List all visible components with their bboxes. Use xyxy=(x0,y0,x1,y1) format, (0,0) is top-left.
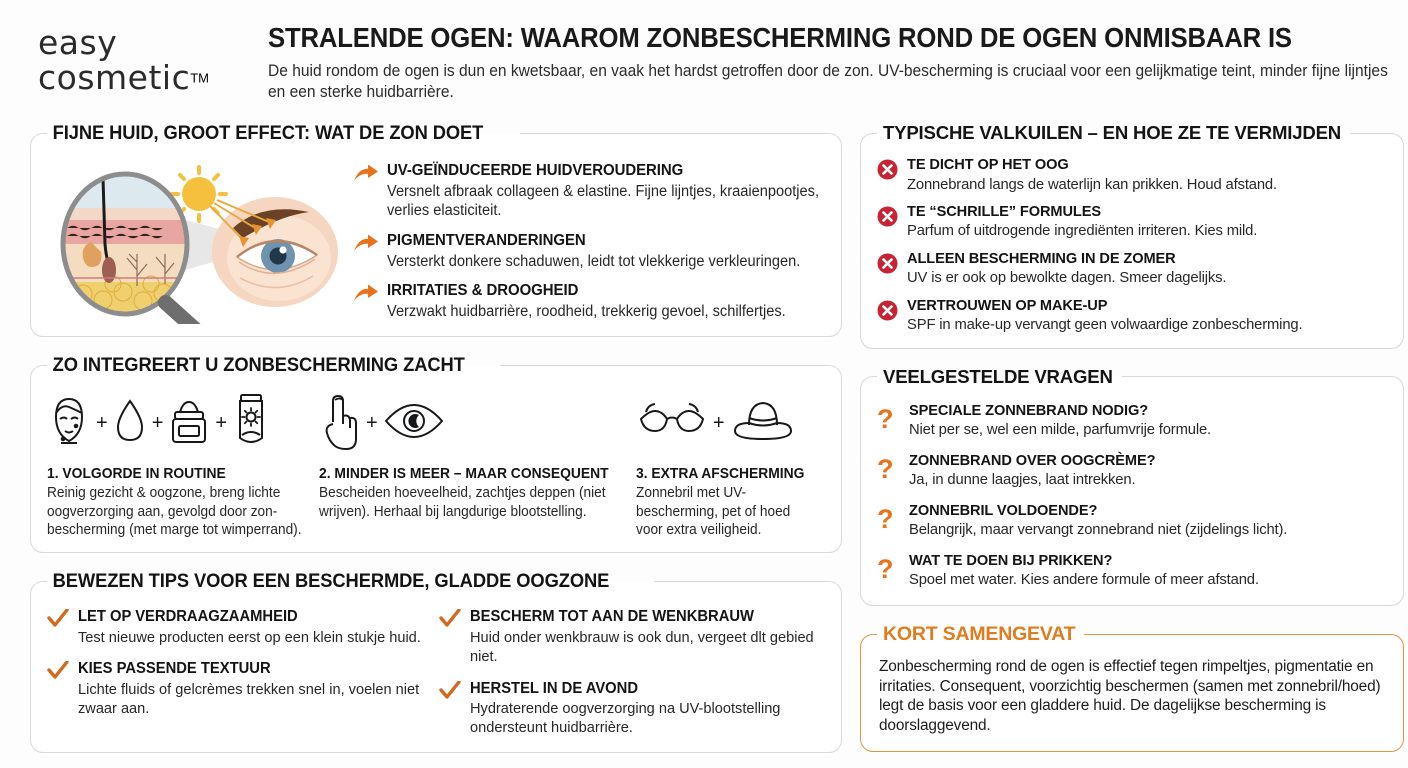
plus-symbol: + xyxy=(96,411,108,434)
error-circle-icon xyxy=(877,251,907,288)
list-item-title: TE “SCHRILLE” FORMULES xyxy=(907,203,1102,220)
face-icon xyxy=(47,395,91,452)
list-item-title: ZONNEBRIL VOLDOENDE? xyxy=(909,502,1098,519)
list-item xyxy=(877,503,1387,540)
tips-column-left xyxy=(47,608,433,740)
card-summary-title: KORT SAMENGEVAT xyxy=(883,622,1076,645)
plus-symbol: + xyxy=(215,411,228,434)
orange-arrow-icon xyxy=(353,282,387,321)
content-columns xyxy=(0,122,1408,768)
list-item-title: HERSTEL IN DE AVOND xyxy=(470,679,639,697)
list-item-desc: Test nieuwe producten eerst op een klein stukje huid. xyxy=(78,628,421,646)
routine-step-1 xyxy=(47,392,319,540)
svg-text:?: ? xyxy=(877,504,894,534)
question-mark-icon xyxy=(877,503,909,540)
list-item-desc: Zonnebrand langs de waterlijn kan prikken. Houd afstand. xyxy=(907,176,1277,193)
list-item xyxy=(877,403,1387,440)
plus-symbol: + xyxy=(151,411,164,434)
card-faq-title: VEELGESTELDE VRAGEN xyxy=(883,365,1113,387)
list-item xyxy=(439,608,825,666)
error-circle-icon xyxy=(877,157,907,194)
list-item xyxy=(353,162,825,221)
list-item-desc: Parfum of uitdrogende ingrediënten irriteren. Kies mild. xyxy=(907,223,1258,240)
list-item-title: LET OP VERDRAAGZAAMHEID xyxy=(78,608,298,626)
question-mark-icon xyxy=(877,553,909,590)
card-routine xyxy=(30,354,842,553)
card-pitfalls-title: TYPISCHE VALKUILEN – EN HOE ZE TE VERMIJDEN xyxy=(883,122,1342,143)
header-text-block xyxy=(258,22,1408,104)
tapping-finger-icon xyxy=(319,392,361,455)
list-item-desc: Ja, in dunne laagjes, laat intrekken. xyxy=(909,472,1136,489)
list-item xyxy=(47,608,433,647)
card-tips-title: BEWEZEN TIPS VOOR EEN BESCHERMDE, GLADDE OOGZONE xyxy=(52,570,610,593)
sunglasses-icon xyxy=(636,400,708,447)
question-mark-icon xyxy=(877,403,909,440)
routine-step-2-title: 2. MINDER IS MEER – MAAR CONSEQUENT xyxy=(319,466,609,482)
list-item-desc: Hydraterende oogverzorging na UV-blootstelling ondersteunt huidbarrière. xyxy=(470,700,781,737)
list-item xyxy=(877,298,1387,335)
list-item-title: SPECIALE ZONNEBRAND NODIG? xyxy=(909,402,1149,419)
check-icon xyxy=(439,680,470,738)
eye-icon xyxy=(383,401,445,446)
routine-step-3-title: 3. EXTRA AFSCHERMING xyxy=(635,466,805,482)
tips-column-right xyxy=(439,608,825,740)
right-column xyxy=(860,122,1404,768)
list-item xyxy=(47,660,433,718)
list-item-desc: SPF in make-up vervangt geen volwaardige zonbescherming. xyxy=(907,317,1303,334)
brand-logo-line2: cosmetic xyxy=(38,57,191,97)
list-item-desc: UV is er ook op bewolkte dagen. Smeer dagelijks. xyxy=(907,270,1227,287)
effects-list xyxy=(347,158,825,321)
check-icon xyxy=(439,608,470,666)
list-item-desc: Verzwakt huidbarrière, roodheid, trekkerig gevoel, schilfertjes. xyxy=(387,302,786,320)
plus-symbol: + xyxy=(366,411,378,434)
hat-icon xyxy=(730,398,796,449)
check-icon xyxy=(47,660,78,718)
plus-symbol: + xyxy=(712,411,725,434)
water-drop-icon xyxy=(113,397,147,450)
routine-step-2-desc: Bescheiden hoeveelheid, zachtjes deppen (niet wrijven). Herhaal bij langdurige blootstelling. xyxy=(319,485,606,520)
list-item-desc: Spoel met water. Kies andere formule of meer afstand. xyxy=(909,572,1259,589)
list-item-title: UV-GEÏNDUCEERDE HUIDVEROUDERING xyxy=(387,162,684,179)
list-item xyxy=(877,453,1387,490)
list-item-desc: Versterkt donkere schaduwen, leidt tot vlekkerige verkleuringen. xyxy=(387,252,801,270)
brand-trademark: TM xyxy=(190,70,210,86)
card-pitfalls xyxy=(860,122,1404,349)
list-item-desc: Belangrijk, maar vervangt zonnebrand niet (zijdelings licht). xyxy=(909,522,1288,539)
check-icon xyxy=(47,608,78,647)
left-column xyxy=(30,122,842,768)
list-item xyxy=(877,157,1387,194)
svg-text:?: ? xyxy=(877,554,894,584)
list-item xyxy=(353,282,825,321)
card-effects xyxy=(30,122,842,337)
question-mark-icon xyxy=(877,453,909,490)
list-item xyxy=(877,251,1387,288)
summary-text: Zonbescherming rond de ogen is effectief tegen rimpeltjes, pigmentatie en irritaties. Consequent, voorzichtig beschermen (samen met zonnebril/hoed) legt de basis voor een gladdere huid. De dagelijkse bescherming is doorslaggevend. xyxy=(879,657,1381,734)
list-item xyxy=(877,204,1387,241)
routine-step-1-desc: Reinig gezicht & oogzone, breng lichte oogverzorging aan, gevolgd door zon-bescherming (met marge tot wimperrand). xyxy=(47,485,302,539)
list-item-title: ALLEEN BESCHERMING IN DE ZOMER xyxy=(907,250,1176,267)
orange-arrow-icon xyxy=(353,232,387,271)
card-effects-title: FIJNE HUID, GROOT EFFECT: WAT DE ZON DOET xyxy=(52,122,484,144)
card-tips xyxy=(30,570,842,753)
routine-step-3-desc: Zonnebril met UV-bescherming, pet of hoed voor extra veiligheid. xyxy=(635,485,791,539)
list-item-title: KIES PASSENDE TEXTUUR xyxy=(78,660,271,678)
svg-text:?: ? xyxy=(877,454,894,484)
list-item-desc: Lichte fluids of gelcrèmes trekken snel in, voelen niet zwaar aan. xyxy=(78,680,420,718)
card-summary xyxy=(860,623,1404,752)
routine-step-2 xyxy=(319,392,636,540)
list-item-title: WAT TE DOEN BIJ PRIKKEN? xyxy=(909,552,1113,569)
orange-arrow-icon xyxy=(353,162,387,221)
list-item-title: PIGMENTVERANDERINGEN xyxy=(387,231,586,249)
card-routine-title: ZO INTEGREERT U ZONBESCHERMING ZACHT xyxy=(52,354,465,376)
list-item-desc: Huid onder wenkbrauw is ook dun, vergeet dlt gebied niet. xyxy=(470,628,814,666)
list-item-title: IRRITATIES & DROOGHEID xyxy=(387,282,579,300)
list-item-title: ZONNEBRAND OVER OOGCRÈME? xyxy=(909,452,1156,469)
list-item-title: BESCHERM TOT AAN DE WENKBRAUW xyxy=(470,608,755,626)
page-subtitle: De huid rondom de ogen is dun en kwetsbaar, en vaak het hardst getroffen door de zon. UV-bescherming is cruciaal voor een gelijkmatige teint, minder fijne lijntjes en een sterke huidbarrière. xyxy=(268,61,1388,102)
list-item-title: TE DICHT OP HET OOG xyxy=(907,157,1069,173)
page-title: STRALENDE OGEN: WAAROM ZONBESCHERMING ROND DE OGEN ONMISBAAR IS xyxy=(268,22,1292,53)
header xyxy=(0,0,1408,122)
routine-step-3 xyxy=(636,392,825,540)
list-item xyxy=(439,680,825,738)
error-circle-icon xyxy=(877,204,907,241)
error-circle-icon xyxy=(877,298,907,335)
brand-logo xyxy=(38,22,258,95)
sunscreen-tube-icon xyxy=(232,392,270,455)
svg-text:?: ? xyxy=(877,404,894,434)
routine-step-1-title: 1. VOLGORDE IN ROUTINE xyxy=(47,466,226,482)
list-item-desc: Versnelt afbraak collageen & elastine. Fijne lijntjes, kraaienpootjes, verlies elasticiteit. xyxy=(387,182,820,220)
list-item xyxy=(353,232,825,271)
list-item xyxy=(877,553,1387,590)
list-item-desc: Niet per se, wel een milde, parfumvrije formule. xyxy=(909,422,1212,439)
skin-magnifier-eye-sun-illustration xyxy=(47,158,347,324)
brand-logo-line1: easy xyxy=(38,23,118,62)
list-item-title: VERTROUWEN OP MAKE-UP xyxy=(907,297,1108,314)
cream-jar-icon xyxy=(168,396,210,451)
card-faq xyxy=(860,366,1404,606)
